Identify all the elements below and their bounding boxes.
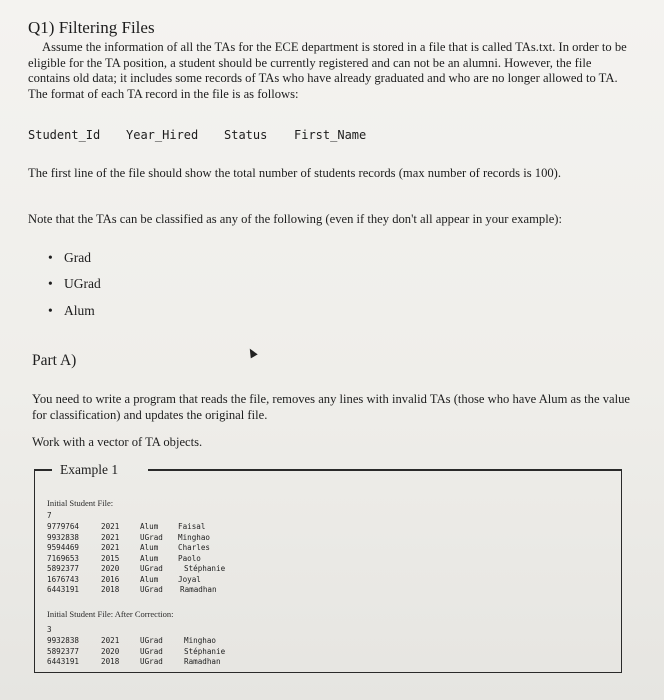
pointer-icon xyxy=(246,347,257,359)
bullet-icon: • xyxy=(48,250,53,265)
initial-caption: Initial Student File: xyxy=(47,498,114,508)
part-a-heading: Part A) xyxy=(32,352,77,369)
format-field-first-name: First_Name xyxy=(294,128,367,142)
example-frame xyxy=(34,469,622,673)
initial-count: 7 xyxy=(47,511,52,520)
intro-paragraph: Assume the information of all the TAs for the ECE department is stored in a file that is called TAs.txt. In order to be eligible for the TA position, a student should be currently registered and can not be an alumni. However, the file contains old data; it includes some records of TAs who have already graduated and who are no longer allowed to TA. The format of each TA record in the file is as follows: xyxy=(28,40,627,101)
bullet-icon: • xyxy=(48,303,53,318)
classification-note: Note that the TAs can be classified as any of the following (even if they don't all appear in your example): xyxy=(28,212,562,226)
part-a-description: You need to write a program that reads the file, removes any lines with invalid TAs (those who have Alum as the value for classification) and updates the original file. xyxy=(32,392,630,422)
format-field-status: Status xyxy=(224,128,268,142)
list-item: • UGrad xyxy=(48,276,101,291)
vector-note: Work with a vector of TA objects. xyxy=(32,435,203,449)
example-label: Example 1 xyxy=(60,462,119,477)
list-item: • Alum xyxy=(48,303,95,318)
after-count: 3 xyxy=(47,625,52,634)
format-field-student-id: Student_Id xyxy=(28,128,101,142)
format-field-year-hired: Year_Hired xyxy=(126,128,199,142)
question-title: Q1) Filtering Files xyxy=(28,18,155,37)
document-page: Q1) Filtering Files Assume the information of all the TAs for the ECE department is stored in a file that is called TAs.txt. In order to be eligible for the TA position, a student should be currently registered and can not be an alumni. However, the file contains old data; it includes some records of TAs who have already graduated and who are no longer allowed to TA. The format of each TA record in the file is as follows: Student_Id Year_Hired Status First_Name The first line of the file should show the total number of students records (max number of records is 100). Note that the TAs can be classified as any of the following (even if they don't all appear in your example): • Grad • UGrad • Alum Part A) You need to write a program that reads the file, removes any lines with invalid TAs (those who have Alum as the value for classification) and updates the original file. Work with a vector of TA objects. Example 1 Initial Student File: 7 9779764 2021 Alum Faisal 9932838 2021 UGrad Minghao 9594469 2021 Alum Charles 7169653 2015 Alum Paolo 5892377 2020 UGrad Stéphanie 1676743 2016 Alum Joyal 6443191 2018 UGrad Ramadhan Initial Student File: After Correction: 3 9932838 2021 UGrad Minghao 5892377 2020 UGrad Stéphanie 6443191 2018 UGrad Ramadhan xyxy=(0,0,664,700)
after-caption: Initial Student File: After Correction: xyxy=(47,609,174,619)
first-line-note: The first line of the file should show the total number of students records (max number of records is 100). xyxy=(28,166,562,180)
list-item: • Grad xyxy=(48,250,91,265)
bullet-icon: • xyxy=(48,276,53,291)
